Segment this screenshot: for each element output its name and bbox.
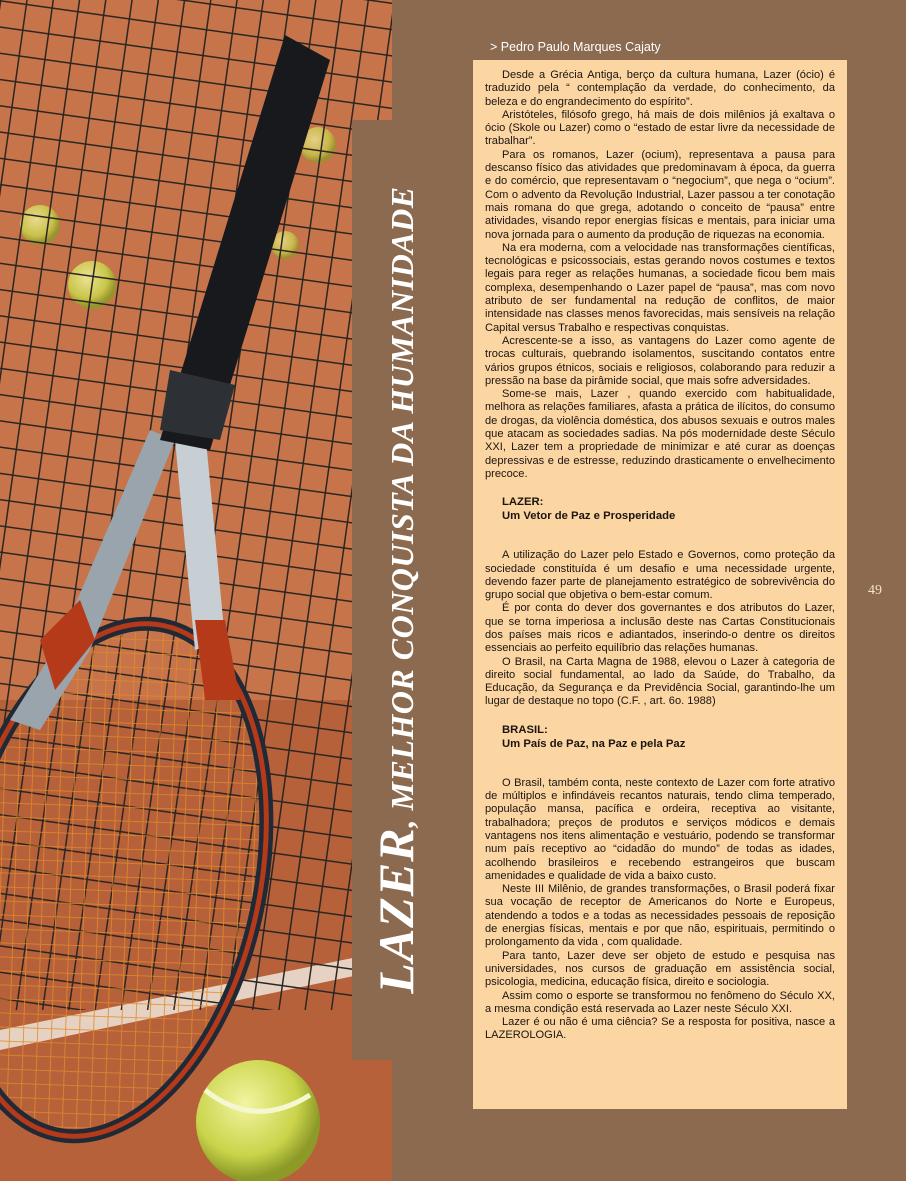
article-column	[473, 60, 847, 1109]
intro-paragraph: Para os romanos, Lazer (ocium), representava a pausa para descanso físico das atividades que predominavam à época, da guerra e do comércio, que representavam o “negocium”, que nega o “ocium”. Com o advento da Revolução Industrial, Lazer passou a ter conotação mais romana do que grega, adotando o conceito de “pausa” entre atividades, visando repor energias físicas e mentais, para iniciar uma nova jornada para o aumento da produção de riquezas na economia.	[485, 148, 835, 241]
section-paragraph: Assim como o esporte se transformou no fenômeno do Século XX, a mesma condição está reservada ao Lazer neste Século XXI.	[485, 989, 835, 1015]
tennis-illustration	[0, 0, 392, 1181]
section-paragraph: A utilização do Lazer pelo Estado e Governos, como proteção da sociedade constituída é um desafio e uma necessidade urgente, devendo fazer parte de planejamento estratégico de sobrevivência do grupo social que objetiva o bem-estar comum.	[485, 549, 835, 602]
section-subheading: Um País de Paz, na Paz e pela Paz	[502, 737, 686, 750]
section-heading: LAZER:	[502, 496, 544, 509]
author-byline: > Pedro Paulo Marques Cajaty	[490, 40, 661, 54]
page-number: 49	[868, 583, 882, 598]
article-title	[352, 120, 440, 1060]
section-heading-lazer	[502, 495, 835, 523]
section-paragraph: Lazer é ou não é uma ciência? Se a resposta for positiva, nasce a LAZEROLOGIA.	[485, 1016, 835, 1042]
section-paragraph: É por conta do dever dos governantes e dos atributos do Lazer, que se torna imperiosa a inclusão deste nas Cartas Constitucionais dos países mais ricos e adiantados, inserindo-o dentre os direitos essenciais ao perfeito equilíbrio das relações humanas.	[485, 602, 835, 655]
title-main: LAZER	[368, 827, 424, 994]
section-heading: BRASIL:	[502, 723, 548, 736]
section-heading-brasil	[502, 723, 835, 751]
title-text	[367, 186, 425, 993]
intro-paragraph: Acrescente-se a isso, as vantagens do Lazer como agente de trocas culturais, quebrando isolamentos, suscitando contatos entre vários grupos étnicos, sociais e religiosos, colaborando para reduzir a pressão na base da pirâmide social, que mais sofre adversidades.	[485, 334, 835, 387]
section-paragraph: Para tanto, Lazer deve ser objeto de estudo e pesquisa nas universidades, nos cursos de graduação em assistência social, psicologia, medicina, educação física, direito e sociologia.	[485, 949, 835, 989]
intro-paragraph: Desde a Grécia Antiga, berço da cultura humana, Lazer (ócio) é traduzido pela “ contemplação da verdade, do conhecimento, da beleza e do engrandecimento do espírito”.	[485, 69, 835, 108]
section-paragraph: O Brasil, na Carta Magna de 1988, elevou o Lazer à categoria de direito social fundamental, ao lado da Saúde, do Trabalho, da Educação, da Segurança e da Previdência Social, garantindo-lhe um lugar de destaque no topo (C.F. , art. 6o. 1988)	[485, 655, 835, 708]
intro-paragraph: Aristóteles, filósofo grego, há mais de dois milênios já exaltava o ócio (Skole ou Lazer) como o “estado de estar livre da necessidade de trabalhar”.	[485, 108, 835, 148]
intro-paragraph: Some-se mais, Lazer , quando exercido com habitualidade, melhora as relações familiares, afasta a prática de ilícitos, do consumo de drogas, da violência doméstica, dos abusos sexuais e outros males que atacam as sociedades sadias. Na pós modernidade deste Século XXI, Lazer tem a propriedade de minimizar e até curar as doenças depressivas e de estresse, reduzindo drasticamente o envelhecimento precoce.	[485, 388, 835, 480]
section-paragraph: O Brasil, também conta, neste contexto de Lazer com forte atrativo de múltiplos e infindáveis recantos naturais, tendo clima temperado, população mansa, pacífica e ordeira, receptiva ao visitante, trabalhadora; preços de produtos e serviços módicos e demais vantagens nos itens alimentação e vestuário, podendo se transformar num país receptivo ao “cidadão do mundo” de todas as idades, acolhendo brasileiros e recebendo estrangeiros que buscam amenidades e qualidade de vida a baixo custo.	[485, 776, 835, 882]
title-rest: , MELHOR CONQUISTA DA HUMANIDADE	[384, 186, 420, 828]
section-subheading: Um Vetor de Paz e Prosperidade	[502, 510, 676, 523]
section-paragraph: Neste III Milênio, de grandes transformações, o Brasil poderá fixar sua vocação de receptor de Americanos do Norte e Europeus, atendendo a todos e a todas as necessidades pessoais de reposição de energias físicas, mentais e por que não, espirituais, permitindo o prolongamento da vida , com qualidade.	[485, 883, 835, 949]
intro-paragraph: Na era moderna, com a velocidade nas transformações científicas, tecnológicas e psicossociais, estas gerando novos costumes e textos legais para reger as relações humanas, a sociedade ficou bem mais complexa, desempenhando o Lazer papel de “pausa”, mas com novo atributo de ser fundamental na redução de conflitos, de maior intensidade nas classes menos favorecidas, mais sensíveis na relação Capital versus Trabalho e respectivas conquistas.	[485, 241, 835, 334]
tennis-photo	[0, 0, 392, 1181]
